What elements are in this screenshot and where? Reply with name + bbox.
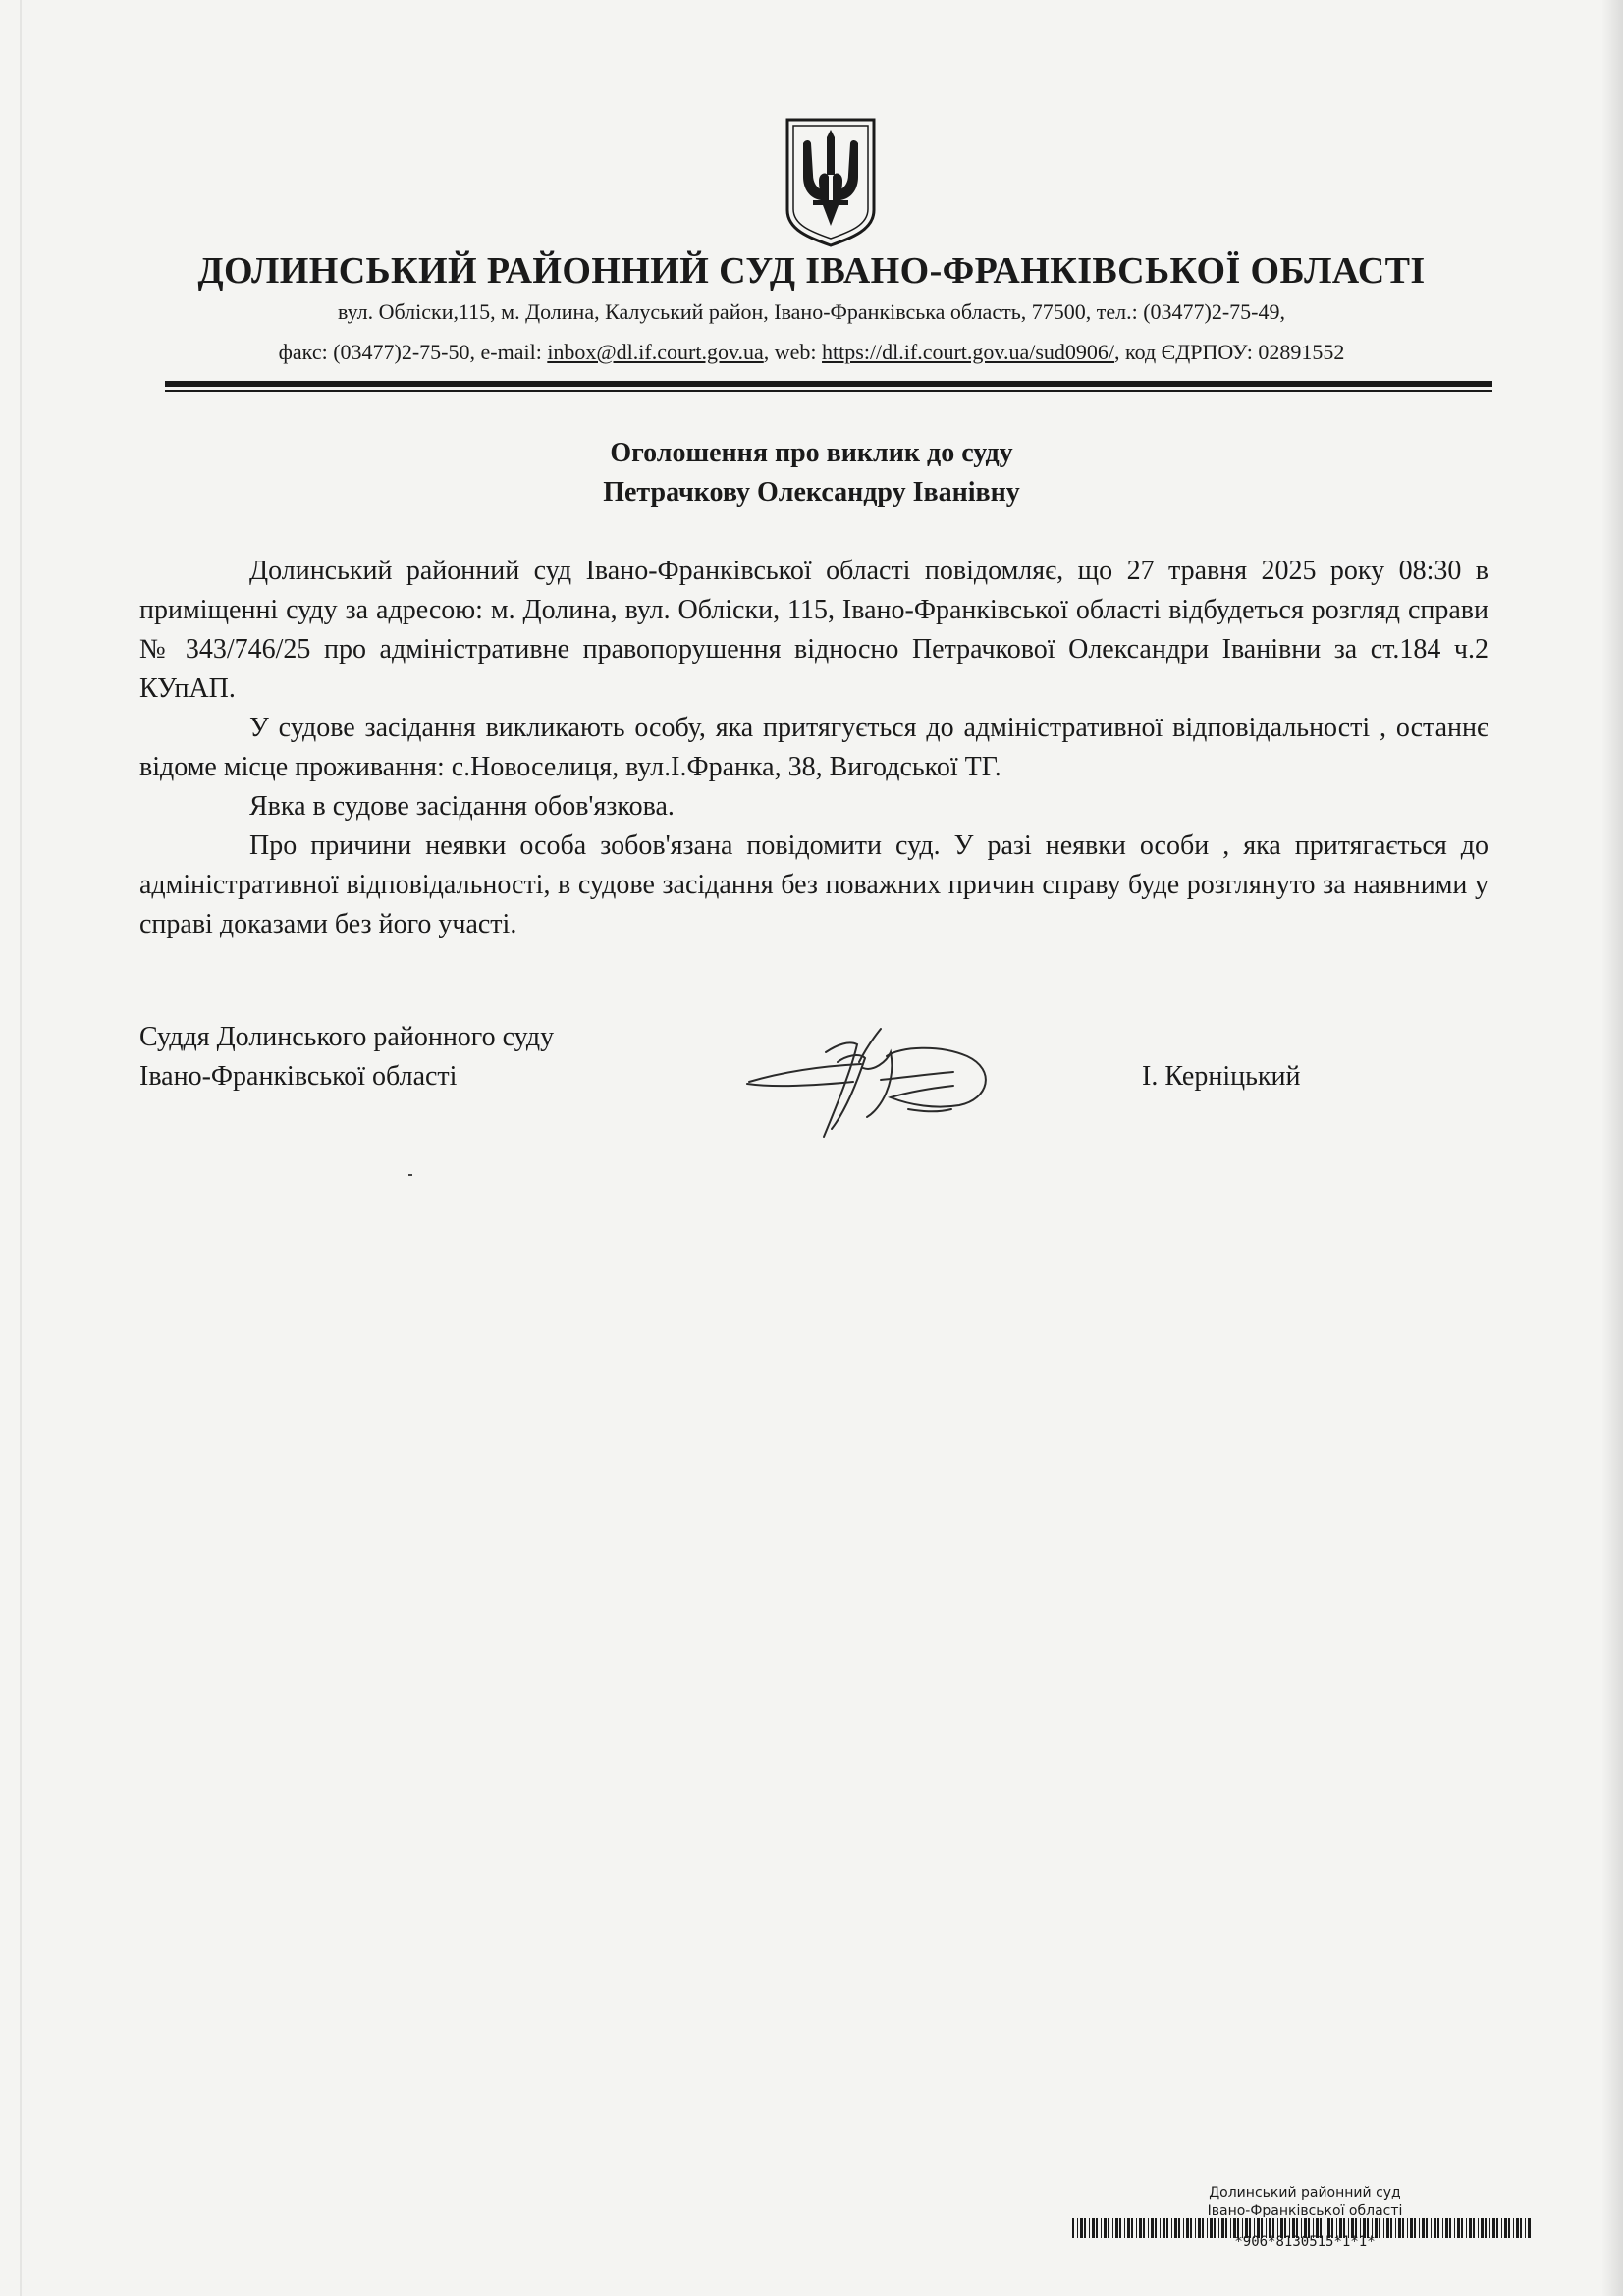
barcode-bar (1457, 2218, 1460, 2238)
barcode-bar (1131, 2218, 1133, 2238)
judge-title (139, 1018, 554, 1096)
web-prefix: , web: (763, 340, 823, 364)
barcode-bar (1112, 2218, 1113, 2238)
barcode-bar (1449, 2218, 1451, 2238)
barcode-bar (1513, 2218, 1514, 2238)
barcode-bar (1151, 2218, 1154, 2238)
court-name: ДОЛИНСЬКИЙ РАЙОННИЙ СУД ІВАНО-ФРАНКІВСЬКОЇ ОБЛАСТІ (197, 250, 1426, 292)
barcode-bar (1127, 2218, 1130, 2238)
barcode-bar (1115, 2218, 1118, 2238)
barcode-bar (1489, 2218, 1490, 2238)
notice-title: Оголошення про виклик до суду (610, 438, 1013, 468)
barcode-bar (1492, 2218, 1495, 2238)
barcode-bar (1466, 2218, 1467, 2238)
barcode-bar (1124, 2218, 1125, 2238)
barcode-bar (1473, 2218, 1475, 2238)
scan-speck (408, 1174, 412, 1176)
judge-title-line2: Івано-Франківської області (139, 1061, 458, 1092)
stamp-court-name: Долинський районний суд (1209, 2185, 1401, 2201)
judge-title-line1: Суддя Долинського районного суду (139, 1022, 555, 1052)
paragraph-attendance: Явка в судове засідання обов'язкова. (249, 791, 675, 822)
ukraine-trident-emblem-icon (784, 116, 878, 247)
barcode-bar (1155, 2218, 1157, 2238)
paragraph-absence: Про причини неявки особа зобов'язана повідомити суд. У разі неявки особи , яка притягається до адміністративної відповідальності, в судове засідання без поважних причин справу буде розглянуто за наявними у справі доказами без його участі. (139, 830, 1488, 939)
barcode-bar (1461, 2218, 1463, 2238)
barcode-bar (1501, 2218, 1502, 2238)
barcode-number: *906*8130515*1*1* (1234, 2234, 1376, 2250)
barcode-bar (1454, 2218, 1455, 2238)
stamp-region: Івано-Франківської області (1207, 2203, 1403, 2218)
notice-addressee: Петрачкову Олександру Іванівну (603, 477, 1020, 507)
barcode-bar (1104, 2218, 1107, 2238)
header-divider-thick (165, 381, 1492, 387)
barcode-bar (1084, 2218, 1086, 2238)
barcode-bar (1143, 2218, 1145, 2238)
barcode-bar (1089, 2218, 1090, 2238)
barcode-bar (1108, 2218, 1109, 2238)
barcode-bar (1101, 2218, 1102, 2238)
barcode-bar (1504, 2218, 1507, 2238)
barcode-bar (1139, 2218, 1142, 2238)
fax-prefix: факс: (03477)2-75-50, e-mail: (278, 340, 548, 364)
barcode-bar (1469, 2218, 1472, 2238)
paragraph-summons: У судове засідання викликають особу, яка притягується до адміністративної відповідальності , останнє відоме місце проживання: с.Новоселиця, вул.І.Франка, 38, Вигодської ТГ. (139, 713, 1488, 782)
web-link[interactable]: https://dl.if.court.gov.ua/sud0906/ (822, 340, 1115, 364)
barcode-bar (1160, 2218, 1161, 2238)
barcode-bar (1096, 2218, 1098, 2238)
barcode-bar (1092, 2218, 1095, 2238)
barcode-bar (1080, 2218, 1083, 2238)
judge-name: І. Керніцький (1142, 1061, 1301, 1092)
barcode-bar (1478, 2218, 1479, 2238)
barcode-bar (1136, 2218, 1137, 2238)
barcode-bar (1072, 2218, 1074, 2238)
header-divider-thin (165, 390, 1492, 392)
email-link[interactable]: inbox@dl.if.court.gov.ua (547, 340, 764, 364)
barcode-bar (1516, 2218, 1519, 2238)
paragraph-hearing: Долинський районний суд Івано-Франківської області повідомляє, що 27 травня 2025 року 08:30 в приміщенні суду за адресою: м. Долина, вул. Обліски, 115, Івано-Франківської області відбудеться розгляд справи № 343/746/25 про адміністративне правопорушення відносно Петрачкової Олександри Іванівни за ст.184 ч.2 КУпАП. (139, 556, 1488, 704)
edrpou-code: , код ЄДРПОУ: 02891552 (1114, 340, 1345, 364)
barcode-bar (1485, 2218, 1487, 2238)
barcode-bar (1525, 2218, 1526, 2238)
court-address: вул. Обліски,115, м. Долина, Калуський район, Івано-Франківська область, 77500, тел.: (03477)2-75-49, (337, 299, 1286, 324)
barcode-bar (1481, 2218, 1484, 2238)
notice-body (139, 552, 1488, 944)
barcode-bar (1508, 2218, 1510, 2238)
barcode-bar (1148, 2218, 1149, 2238)
handwritten-signature-icon (743, 1023, 1001, 1143)
barcode-bar (1520, 2218, 1522, 2238)
court-contacts (0, 340, 1623, 365)
barcode-bar (1119, 2218, 1121, 2238)
barcode-bar (1077, 2218, 1078, 2238)
barcode-bar (1496, 2218, 1498, 2238)
barcode-bar (1528, 2218, 1531, 2238)
